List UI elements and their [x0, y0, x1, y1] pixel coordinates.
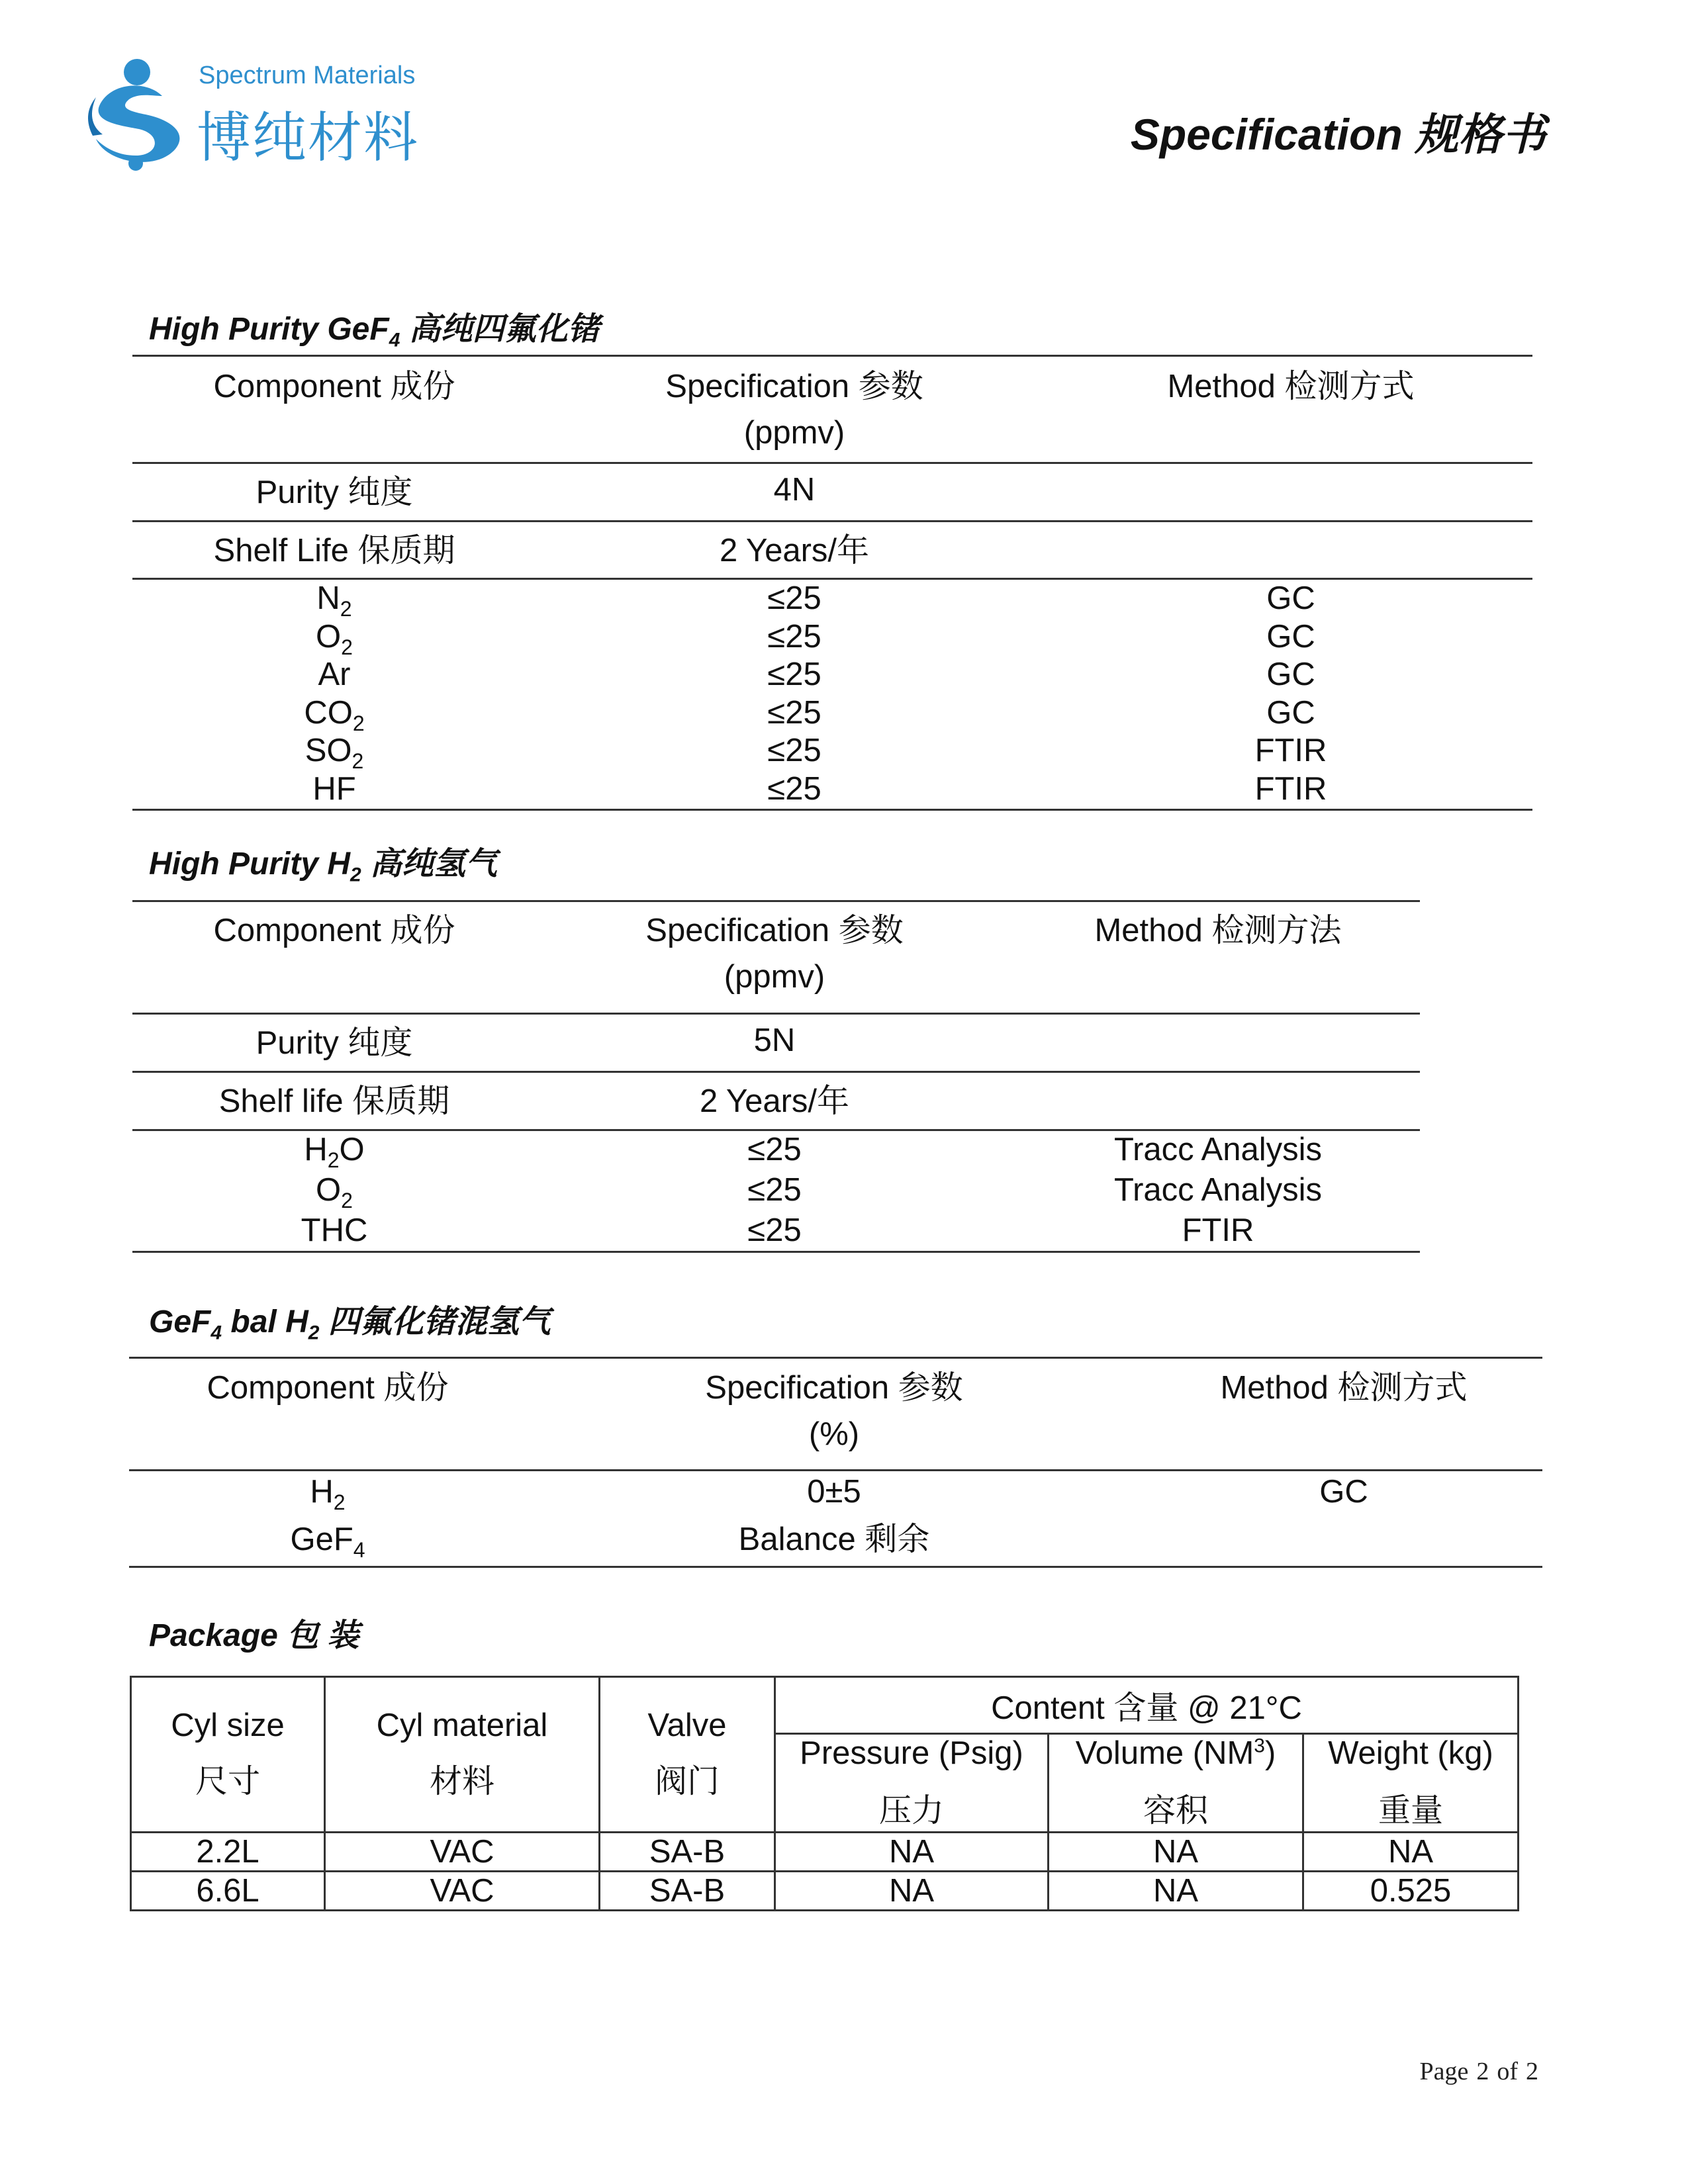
cell-material: VAC [325, 1833, 600, 1872]
cell-weight: NA [1303, 1833, 1519, 1872]
header-spec-unit: (ppmv) [724, 959, 825, 995]
page-current: 2 [1476, 2058, 1489, 2085]
shelf-label: Shelf Life 保质期 [213, 533, 455, 569]
table-rule [132, 462, 1532, 464]
valve-label: Valve [647, 1707, 727, 1743]
header-component: Component 成份 [207, 1370, 449, 1406]
component-base: H [310, 1474, 334, 1510]
table-row [131, 1833, 1519, 1872]
method-value: GC [1266, 657, 1315, 692]
document-title: Specification 规格书 [1130, 110, 1546, 159]
volume-label-text: Volume (NM [1075, 1735, 1254, 1771]
method-value: GC [1266, 694, 1315, 731]
component-name [132, 1134, 536, 1171]
component-base: O [316, 1172, 342, 1208]
title-text: GeF [149, 1304, 211, 1340]
cyl-size-label-cn: 尺寸 [195, 1764, 260, 1799]
component-name [132, 735, 536, 772]
purity-label: Purity 纯度 [256, 475, 413, 510]
header-volume [1049, 1734, 1303, 1833]
pressure-label-cn: 压力 [878, 1793, 944, 1829]
cyl-material-label-cn: 材料 [429, 1764, 494, 1799]
header-spec: Specification 参数 [665, 369, 923, 404]
component-subscript: 2 [341, 635, 353, 659]
section-title-h2 [149, 838, 497, 887]
table-rule [132, 578, 1532, 580]
method-value: GC [1266, 618, 1315, 655]
title-subscript: 2 [350, 864, 361, 886]
volume-label-tail: ) [1264, 1735, 1276, 1771]
method-value: FTIR [1254, 770, 1327, 807]
weight-label: Weight (kg) [1328, 1735, 1493, 1771]
component-base: CO [304, 694, 353, 731]
spec-value: ≤25 [767, 657, 821, 692]
header-cyl-material [325, 1677, 600, 1833]
cell-volume: NA [1049, 1833, 1303, 1872]
volume-label-cn: 容积 [1143, 1793, 1208, 1829]
spec-value: ≤25 [747, 1212, 802, 1248]
table-rule [132, 1129, 1420, 1131]
header-method: Method 检测方式 [1220, 1370, 1468, 1406]
purity-value: 4N [773, 472, 816, 508]
cell-pressure: NA [775, 1833, 1049, 1872]
table-rule [132, 1251, 1420, 1253]
component-base: N [316, 580, 340, 616]
method-value: FTIR [1182, 1212, 1254, 1248]
shelf-value: 2 Years/年 [699, 1083, 850, 1119]
spec-value: ≤25 [747, 1132, 802, 1167]
title-subscript: 2 [308, 1322, 320, 1344]
component-name [129, 1476, 526, 1513]
logo-mark-icon [83, 56, 195, 172]
shelf-label: Shelf life 保质期 [218, 1083, 450, 1119]
component-name [132, 1214, 536, 1251]
component-name [132, 582, 536, 619]
cyl-material-label: Cyl material [376, 1707, 548, 1743]
component-name [132, 618, 536, 659]
component-name [129, 1524, 526, 1561]
header-spec-unit: (ppmv) [743, 415, 845, 451]
component-base: HF [312, 770, 356, 807]
title-subscript: 4 [211, 1322, 222, 1344]
component-subscript: 2 [333, 1490, 346, 1514]
component-name [132, 694, 536, 735]
spec-value: ≤25 [767, 770, 821, 807]
spec-value: 0±5 [807, 1474, 861, 1510]
title-cn: 四氟化锗混氢气 [319, 1304, 551, 1340]
cyl-size-label: Cyl size [171, 1707, 285, 1743]
method-value: FTIR [1254, 733, 1327, 768]
cell-weight: 0.525 [1303, 1872, 1519, 1911]
weight-label-cn: 重量 [1378, 1793, 1443, 1829]
company-logo [83, 56, 427, 172]
header-weight [1303, 1734, 1519, 1833]
spec-value: ≤25 [767, 618, 821, 655]
title-subscript: 4 [389, 329, 400, 351]
header-valve [600, 1677, 775, 1833]
component-subscript: 2 [327, 1148, 340, 1172]
cell-valve: SA-B [600, 1833, 775, 1872]
header-spec: Specification 参数 [645, 913, 904, 948]
header-spec: Specification 参数 [705, 1370, 963, 1406]
table-rule [132, 1071, 1420, 1073]
cell-valve: SA-B [600, 1872, 775, 1911]
component-name [132, 1174, 536, 1211]
component-base: O [316, 618, 342, 655]
spec-value: Balance 剩余 [738, 1522, 930, 1557]
method-value: GC [1319, 1474, 1368, 1510]
header-cyl-size [131, 1677, 325, 1833]
component-base: H [304, 1132, 328, 1167]
header-method: Method 检测方式 [1167, 369, 1415, 404]
cell-volume: NA [1049, 1872, 1303, 1911]
header-spec-unit: (%) [808, 1416, 860, 1452]
component-name [132, 770, 536, 810]
component-subscript: 2 [341, 1188, 353, 1212]
component-base: GeF [290, 1522, 353, 1557]
spec-value: ≤25 [767, 580, 821, 616]
component-subscript: 2 [340, 596, 352, 621]
table-rule [132, 520, 1532, 522]
table-rule [129, 1469, 1542, 1471]
page-number [1415, 2057, 1542, 2086]
spec-value: ≤25 [747, 1172, 802, 1208]
component-subscript: 2 [352, 749, 364, 773]
spec-value: ≤25 [767, 733, 821, 768]
header-method: Method 检测方法 [1094, 913, 1342, 948]
table-rule [132, 809, 1532, 811]
volume-label [1049, 1735, 1302, 1772]
table-rule [132, 355, 1532, 357]
logo-english-text: Spectrum Materials [199, 62, 416, 89]
component-subscript: 2 [352, 711, 365, 735]
method-value: Tracc Analysis [1113, 1172, 1323, 1208]
component-base: THC [301, 1212, 368, 1248]
purity-value: 5N [753, 1023, 796, 1058]
section-title-gef4 [149, 303, 600, 352]
title-text: High Purity H [149, 846, 351, 882]
title-text: bal H [222, 1304, 308, 1340]
logo-chinese-text: 博纯材料 [197, 108, 420, 168]
header-component: Component 成份 [213, 369, 455, 404]
table-rule [132, 900, 1420, 902]
package-table [130, 1676, 1519, 1911]
component-subscript: 4 [353, 1537, 365, 1562]
component-base: Ar [318, 657, 351, 692]
section-title-gef4-bal-h2 [149, 1296, 551, 1345]
header-content: Content 含量 @ 21°C [775, 1677, 1519, 1734]
section-title-package: Package 包 装 [149, 1618, 359, 1653]
table-rule [129, 1357, 1542, 1359]
method-value: Tracc Analysis [1113, 1132, 1323, 1167]
cell-size: 2.2L [131, 1833, 325, 1872]
page-label: Page [1419, 2058, 1469, 2085]
page-of: of [1497, 2058, 1518, 2085]
header-pressure [775, 1734, 1049, 1833]
title-cn: 高纯氢气 [361, 846, 498, 882]
title-cn: 高纯四氟化锗 [400, 312, 600, 347]
cell-pressure: NA [775, 1872, 1049, 1911]
title-text: High Purity GeF [149, 312, 389, 347]
valve-label-cn: 阀门 [654, 1764, 720, 1799]
table-row [131, 1872, 1519, 1911]
header-component: Component 成份 [213, 913, 455, 948]
component-tail: O [339, 1132, 365, 1167]
cell-size: 6.6L [131, 1872, 325, 1911]
page-total: 2 [1526, 2058, 1538, 2085]
table-rule [132, 1013, 1420, 1015]
component-base: SO [305, 733, 352, 768]
method-value: GC [1266, 580, 1315, 616]
volume-superscript: 3 [1254, 1735, 1265, 1757]
component-name [132, 659, 536, 696]
table-rule [129, 1566, 1542, 1568]
cell-material: VAC [325, 1872, 600, 1911]
shelf-value: 2 Years/年 [719, 533, 870, 569]
spec-value: ≤25 [767, 694, 821, 731]
purity-label: Purity 纯度 [256, 1025, 413, 1061]
pressure-label: Pressure (Psig) [800, 1735, 1023, 1771]
